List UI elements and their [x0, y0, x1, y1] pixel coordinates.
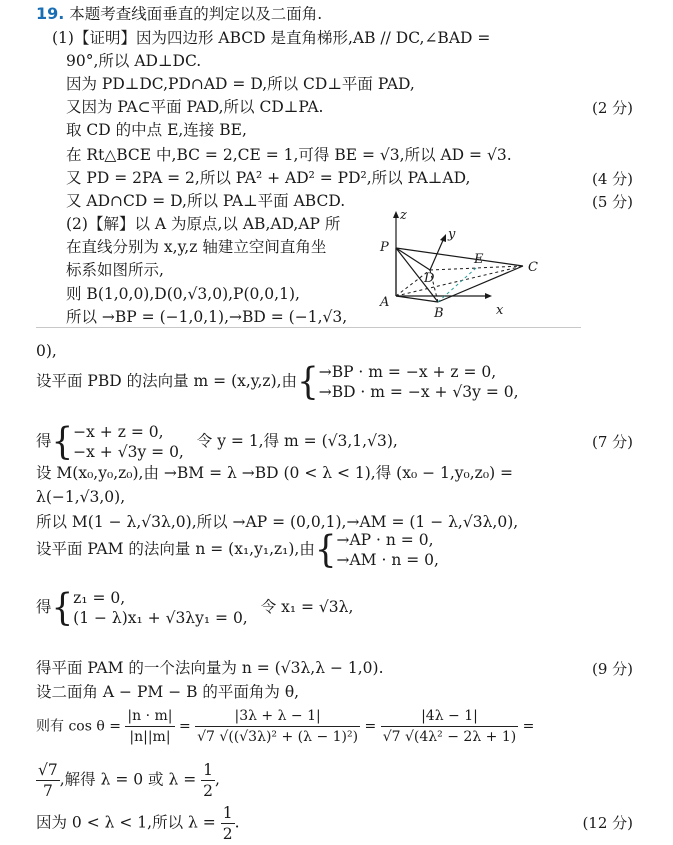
equation-line — [36, 588, 353, 628]
denominator: √7 √((√3λ)² + (λ − 1)²) — [197, 729, 359, 745]
equation-system — [319, 362, 519, 402]
fraction — [36, 760, 60, 801]
text-line: 因为 PD⊥DC,PD∩AD = D,所以 CD⊥平面 PAD, — [66, 75, 415, 93]
text-line: 又因为 PA⊂平面 PAD,所以 CD⊥PA. — [66, 98, 324, 116]
text-line: (2)【解】以 A 为原点,以 AB,AD,AP 所 — [66, 215, 341, 233]
cosine-equation — [36, 706, 534, 747]
system-row: →BP · m = −x + z = 0, — [318, 363, 497, 381]
label-x: x — [496, 303, 504, 318]
denominator: |n||m| — [129, 729, 171, 745]
text-line: 0), — [36, 342, 57, 360]
label-P: P — [380, 240, 389, 255]
problem-number: 19. — [36, 4, 65, 23]
fraction — [221, 803, 235, 844]
system-row: →AM · n = 0, — [336, 551, 439, 569]
text-line: (1)【证明】因为四边形 ABCD 是直角梯形,AB // DC,∠BAD = — [52, 29, 491, 47]
text-line: 又 AD∩CD = D,所以 PA⊥平面 ABCD. — [66, 192, 346, 210]
equation-line — [36, 362, 519, 402]
fraction — [195, 706, 360, 747]
score-mark: (2 分) — [591, 99, 633, 117]
text-segment: 因为 0 < λ < 1,所以 λ = — [36, 813, 216, 832]
text-segment: 得 — [36, 432, 52, 450]
text-line: 所以 →BP = (−1,0,1),→BD = (−1,√3, — [66, 308, 348, 326]
section-divider — [36, 327, 581, 328]
equals-sign: = — [522, 718, 535, 735]
edge-BC — [438, 266, 523, 302]
conclusion-line — [36, 803, 240, 844]
solution-line — [36, 760, 220, 801]
equals-sign: = — [178, 718, 191, 735]
fraction — [201, 760, 215, 801]
problem-intro: 本题考查线面垂直的判定以及二面角. — [69, 5, 323, 23]
equation-line — [36, 530, 439, 570]
text-line: 标系如图所示, — [66, 261, 164, 279]
denominator: 2 — [203, 782, 214, 800]
label-E: E — [474, 252, 484, 267]
text-line: λ(−1,√3,0), — [36, 488, 126, 506]
fraction — [381, 706, 518, 747]
denominator: 7 — [42, 782, 53, 800]
numerator: |3λ + λ − 1| — [195, 706, 360, 727]
numerator: 1 — [222, 804, 233, 822]
label-y: y — [448, 227, 456, 242]
brace-icon: { — [297, 360, 319, 404]
brace-icon: { — [51, 420, 74, 464]
brace-icon: { — [51, 586, 74, 630]
equation-system — [73, 588, 248, 628]
text-line: 得平面 PAM 的一个法向量为 n = (√3λ,λ − 1,0). — [36, 659, 384, 677]
equation-line — [36, 422, 398, 462]
edge-AB — [396, 296, 438, 302]
system-row: −x + z = 0, — [73, 423, 164, 441]
text-line: 设二面角 A − PM − B 的平面角为 θ, — [36, 683, 300, 701]
x-arrow-icon — [485, 293, 492, 299]
z-arrow-icon — [393, 211, 399, 218]
label-D: D — [424, 271, 435, 286]
denominator: 2 — [222, 825, 233, 843]
numerator: |4λ − 1| — [381, 706, 518, 727]
text-segment: 令 x₁ = √3λ, — [260, 598, 354, 616]
score-mark: (7 分) — [591, 433, 633, 451]
system-row: →BD · m = −x + √3y = 0, — [318, 383, 519, 401]
equals-sign: = — [364, 718, 377, 735]
text-segment: 设平面 PAM 的法向量 n = (x₁,y₁,z₁),由 — [36, 540, 315, 558]
label-B: B — [434, 306, 444, 320]
coordinate-figure — [368, 208, 558, 320]
numerator: |n · m| — [125, 706, 174, 727]
numerator: √7 — [38, 761, 58, 779]
label-A: A — [380, 295, 390, 310]
text-segment: 则有 cos θ = — [36, 718, 121, 735]
equation-system — [73, 422, 184, 462]
score-mark: (5 分) — [591, 193, 633, 211]
system-row: →AP · n = 0, — [336, 531, 434, 549]
numerator: 1 — [203, 761, 214, 779]
text-segment: 令 y = 1,得 m = (√3,1,√3), — [196, 432, 398, 450]
system-row: z₁ = 0, — [73, 589, 126, 607]
text-segment: , — [215, 770, 220, 789]
text-line: 在直线分别为 x,y,z 轴建立空间直角坐 — [66, 238, 327, 256]
score-mark: (9 分) — [591, 660, 633, 678]
equation-system — [337, 530, 439, 570]
edge-PC — [396, 248, 523, 266]
problem-header — [36, 4, 322, 24]
text-line: 在 Rt△BCE 中,BC = 2,CE = 1,可得 BE = √3,所以 AD = √3. — [66, 146, 512, 164]
text-line: 取 CD 的中点 E,连接 BE, — [66, 121, 247, 139]
text-line: 所以 M(1 − λ,√3λ,0),所以 →AP = (0,0,1),→AM = (1 − λ,√3λ,0), — [36, 513, 519, 531]
system-row: (1 − λ)x₁ + √3λy₁ = 0, — [73, 609, 248, 627]
text-line: 又 PD = 2PA = 2,所以 PA² + AD² = PD²,所以 PA⊥AD, — [66, 169, 471, 187]
text-segment: 得 — [36, 598, 52, 616]
text-line: 90°,所以 AD⊥DC. — [66, 52, 202, 70]
text-segment: . — [234, 813, 240, 832]
system-row: −x + √3y = 0, — [73, 443, 184, 461]
text-segment: ,解得 λ = 0 或 λ = — [59, 770, 197, 789]
y-arrow-icon — [440, 234, 446, 242]
text-line: 则 B(1,0,0),D(0,√3,0),P(0,0,1), — [66, 285, 300, 303]
brace-icon: { — [314, 528, 337, 572]
label-C: C — [528, 260, 538, 275]
fraction — [125, 706, 174, 747]
label-z: z — [400, 208, 407, 223]
denominator: √7 √(4λ² − 2λ + 1) — [382, 729, 517, 745]
text-line: 设 M(x₀,y₀,z₀),由 →BM = λ →BD (0 < λ < 1),得 (x₀ − 1,y₀,z₀) = — [36, 464, 514, 482]
text-segment: 设平面 PBD 的法向量 m = (x,y,z),由 — [36, 372, 298, 390]
edge-PD — [396, 248, 430, 270]
score-mark: (12 分) — [582, 814, 633, 832]
score-mark: (4 分) — [591, 170, 633, 188]
